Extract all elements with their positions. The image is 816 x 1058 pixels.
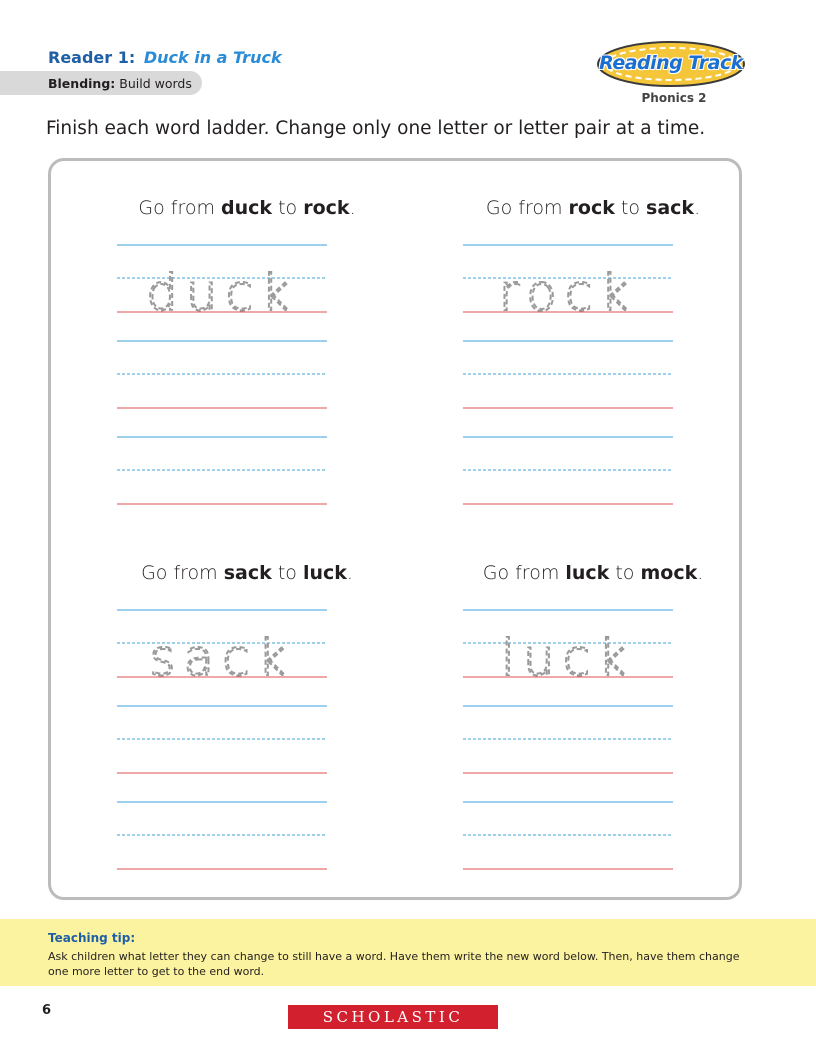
prompt-end-word: luck <box>302 562 347 584</box>
prompt-go-from: Go from <box>485 197 563 219</box>
traced-word: sack <box>149 629 295 687</box>
prompt-period: . <box>694 197 701 219</box>
prompt-period: . <box>349 197 356 219</box>
teaching-tip-body: Ask children what letter they can change to still have a word. Have them write the new word below. Then, have them change one more letter to get to the end word. <box>48 950 740 978</box>
prompt-period: . <box>697 562 704 584</box>
reader-title <box>48 48 282 67</box>
line-set-3 <box>117 802 327 869</box>
skill-description: Build words <box>119 76 192 91</box>
reader-label: Reader 1: <box>48 48 136 67</box>
traced-word: rock <box>498 264 638 322</box>
prompt-to: to <box>277 562 303 584</box>
line-set-2 <box>117 341 327 408</box>
line-set-3 <box>463 437 673 504</box>
traced-word: duck <box>146 264 298 322</box>
book-title: Duck in a Truck <box>143 48 282 67</box>
page-number: 6 <box>42 1003 52 1018</box>
worksheet-panel <box>48 158 742 900</box>
prompt-period: . <box>346 562 353 584</box>
traced-word: luck <box>500 629 636 687</box>
writing-lines[interactable] <box>117 241 377 511</box>
reading-track-logo <box>596 36 746 108</box>
skill-label: Blending: <box>48 76 116 91</box>
line-set-3 <box>463 802 673 869</box>
line-set-3 <box>117 437 327 504</box>
writing-lines[interactable] <box>463 241 723 511</box>
instruction: Finish each word ladder. Change only one letter or letter pair at a time. <box>46 118 706 139</box>
prompt-end-word: rock <box>303 197 350 219</box>
prompt-to: to <box>620 197 647 219</box>
publisher-name: SCHOLASTIC <box>322 1008 464 1026</box>
ladder-prompt <box>117 562 377 584</box>
prompt-start-word: duck <box>221 197 273 219</box>
prompt-to: to <box>278 197 304 219</box>
teaching-tip-title: Teaching tip: <box>48 931 136 945</box>
prompt-to: to <box>615 562 641 584</box>
line-set-2 <box>117 706 327 773</box>
skill-text <box>48 76 192 91</box>
line-set-2 <box>463 341 673 408</box>
logo-text: Reading Track <box>599 52 743 74</box>
prompt-go-from: Go from <box>138 197 215 219</box>
logo-subtitle: Phonics 2 <box>641 91 707 105</box>
prompt-go-from: Go from <box>141 562 218 584</box>
writing-lines[interactable] <box>117 606 377 876</box>
publisher-logo <box>288 1005 498 1029</box>
ladder-prompt <box>463 197 723 219</box>
prompt-end-word: sack <box>646 197 695 219</box>
ladder-prompt <box>117 197 377 219</box>
prompt-go-from: Go from <box>482 562 560 584</box>
prompt-start-word: sack <box>223 562 272 584</box>
prompt-start-word: rock <box>568 197 615 219</box>
prompt-end-word: mock <box>640 562 698 584</box>
prompt-start-word: luck <box>565 562 610 584</box>
writing-lines[interactable] <box>463 606 723 876</box>
line-set-2 <box>463 706 673 773</box>
ladder-prompt <box>463 562 723 584</box>
